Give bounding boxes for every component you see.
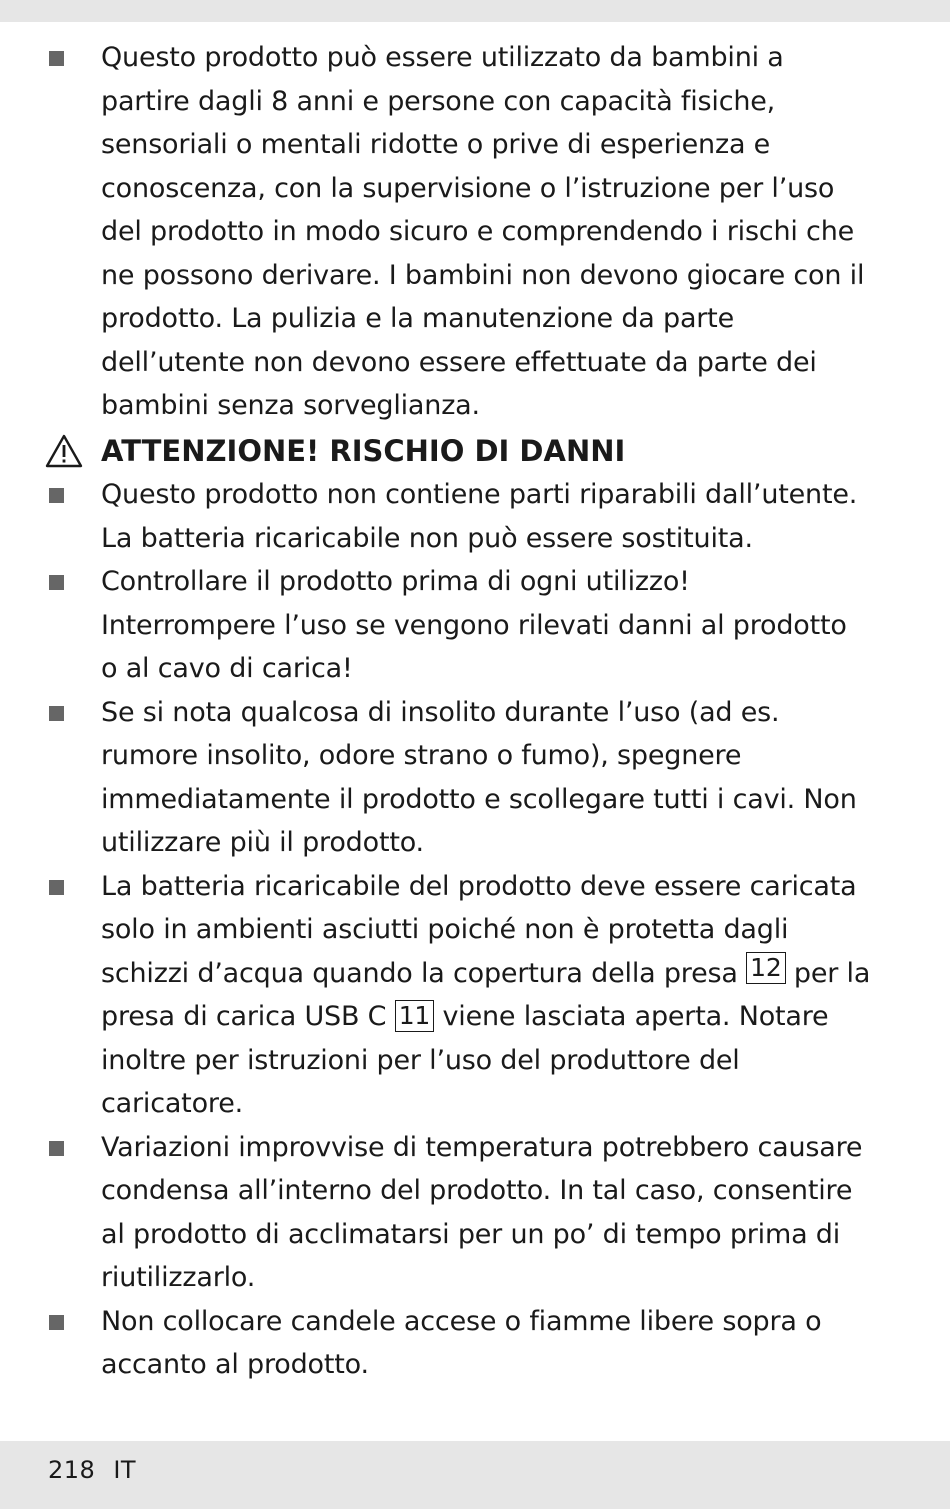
square-bullet-icon (49, 488, 64, 503)
square-bullet-icon (49, 51, 64, 66)
square-bullet-icon (49, 1141, 64, 1156)
item-text: Questo prodotto può essere utilizzato da bambini a partire dagli 8 anni e persone con capacità fisiche, sensoriali o mentali ridotte o prive di esperienza e conoscenza, con la supervisione o l’istruzione per l’uso del prodotto in modo sicuro e comprendendo i rischi che ne possono derivare. I bambini non devono giocare con il prodotto. La pulizia e la manutenzione da parte dell’utente non devono essere effettuate da parte dei bambini senza sorveglianza. (101, 42, 865, 421)
warning-heading (101, 430, 871, 474)
reference-number-port: 11 (395, 1000, 434, 1032)
list-item (101, 560, 871, 691)
reference-number-cover: 12 (746, 952, 785, 984)
square-bullet-icon (49, 706, 64, 721)
list-item (101, 473, 871, 560)
language-code: IT (113, 1456, 137, 1484)
square-bullet-icon (49, 575, 64, 590)
list-item (101, 1126, 871, 1300)
footer-band (0, 1441, 950, 1509)
item-text-part: viene lasciata aperta. Notare inoltre per istruzioni per l’uso del produttore del caricatore. (101, 1001, 829, 1119)
list-item (101, 691, 871, 865)
item-text-part: La batteria ricaricabile del prodotto deve essere caricata solo in ambienti asciutti poiché non è protetta dagli schizzi d’acqua quando la copertura della presa (101, 870, 857, 989)
item-text: Se si nota qualcosa di insolito durante l’uso (ad es. rumore insolito, odore strano o fumo), spegnere immediatamente il prodotto e scollegare tutti i cavi. Non utilizzare più il prodotto. (101, 696, 857, 858)
page-number: 218 (48, 1456, 96, 1484)
list-item (101, 865, 871, 1126)
item-text: Questo prodotto non contiene parti riparabili dall’utente. La batteria ricaricabile non può essere sostituita. (101, 479, 858, 554)
list-item (101, 1300, 871, 1387)
item-text: Controllare il prodotto prima di ogni utilizzo! Interrompere l’uso se vengono rilevati danni al prodotto o al cavo di carica! (101, 566, 847, 684)
list-item (101, 36, 871, 428)
warning-triangle-icon (45, 434, 83, 468)
square-bullet-icon (49, 880, 64, 895)
top-band (0, 0, 950, 22)
square-bullet-icon (49, 1315, 64, 1330)
page-content (0, 36, 950, 1387)
page-footer (48, 1455, 136, 1485)
warning-heading-text: ATTENZIONE! RISCHIO DI DANNI (101, 433, 626, 468)
item-text: Non collocare candele accese o fiamme libere sopra o accanto al prodotto. (101, 1305, 822, 1380)
item-text: Variazioni improvvise di temperatura potrebbero causare condensa all’interno del prodotto. In tal caso, consentire al prodotto di acclimatarsi per un po’ di tempo prima di riutilizzarlo. (101, 1131, 863, 1293)
item-text-part: per la presa di carica USB C (101, 957, 871, 1032)
